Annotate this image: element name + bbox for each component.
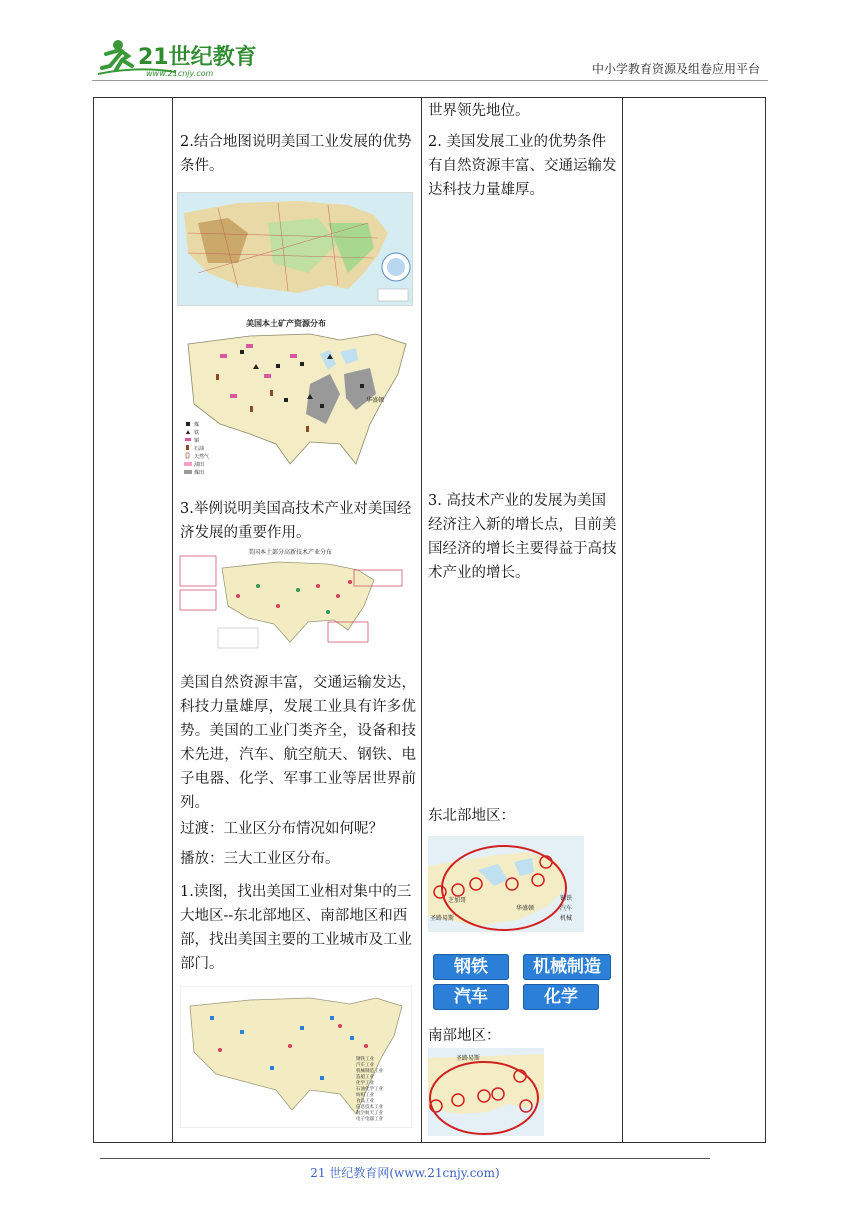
site-logo xyxy=(96,36,266,80)
svg-text:汽车: 汽车 xyxy=(560,905,573,912)
svg-text:机械制造工业: 机械制造工业 xyxy=(356,1069,383,1074)
us-topographic-map xyxy=(177,192,413,306)
answer-3: 3. 高技术产业的发展为美国经济注入新的增长点，目前美国经济的增长主要得益于高技术产业的增长。 xyxy=(428,493,617,581)
footer-divider xyxy=(100,1158,710,1159)
column-divider-2 xyxy=(421,97,422,1143)
column-divider-1 xyxy=(172,97,173,1143)
svg-text:煤: 煤 xyxy=(194,422,200,428)
play-text: 播放：三大工业区分布。 xyxy=(180,851,340,867)
col3-continuation: 世界领先地位。 xyxy=(428,103,530,119)
us-industry-distribution-map xyxy=(180,986,412,1128)
us-hightech-industry-map xyxy=(178,546,412,654)
northeast-industry-map xyxy=(428,836,584,932)
badge-automobile: 汽车 xyxy=(433,984,509,1010)
svg-text:机械: 机械 xyxy=(560,915,573,922)
svg-text:信息技术工业: 信息技术工业 xyxy=(356,1105,383,1110)
transition-text: 过渡：工业区分布情况如何呢？ xyxy=(180,821,383,837)
svg-text:纺织工业: 纺织工业 xyxy=(356,1093,374,1098)
question-3: 3.举例说明美国高技术产业对美国经济发展的重要作用。 xyxy=(180,501,412,541)
industry-summary: 美国自然资源丰富，交通运输发达，科技力量雄厚，发展工业具有许多优势。美国的工业门类齐全，设备和技术先进，汽车、航空航天、钢铁、电子电器、化学、军事工业等居世界前列。 xyxy=(180,675,416,811)
question-1: 1.读图，找出美国工业相对集中的三大地区--东北部地区、南部地区和西部，找出美国主要的工业城市及工业部门。 xyxy=(180,884,412,972)
svg-text:化学工业: 化学工业 xyxy=(356,1081,374,1086)
us-mineral-resources-map xyxy=(180,314,412,484)
south-industry-map xyxy=(428,1048,544,1136)
svg-text:钢铁: 钢铁 xyxy=(560,895,573,902)
svg-text:美国本土部分高新技术产业分布: 美国本土部分高新技术产业分布 xyxy=(248,549,333,556)
svg-text:钢铁工业: 钢铁工业 xyxy=(356,1057,374,1062)
svg-text:食品工业: 食品工业 xyxy=(356,1099,374,1104)
svg-text:石油: 石油 xyxy=(194,446,205,452)
svg-text:天然气: 天然气 xyxy=(194,454,210,460)
mineral-map-title: 美国本土矿产资源分布 xyxy=(246,319,326,328)
badge-chemical: 化学 xyxy=(523,984,599,1010)
svg-text:铜: 铜 xyxy=(194,438,200,444)
svg-text:造船工业: 造船工业 xyxy=(356,1075,374,1080)
svg-text:华盛顿: 华盛顿 xyxy=(366,397,385,404)
svg-text:圣路易斯: 圣路易斯 xyxy=(456,1055,481,1062)
svg-text:汽车工业: 汽车工业 xyxy=(356,1063,374,1068)
svg-text:华盛顿: 华盛顿 xyxy=(516,905,535,912)
svg-text:圣路易斯: 圣路易斯 xyxy=(430,915,455,922)
header-divider xyxy=(92,80,768,81)
svg-text:电子电器工业: 电子电器工业 xyxy=(356,1117,383,1122)
svg-text:煤田: 煤田 xyxy=(194,470,205,476)
platform-name: 中小学教育资源及组卷应用平台 xyxy=(591,62,760,76)
question-2: 2.结合地图说明美国工业发展的优势条件。 xyxy=(180,134,412,174)
svg-text:铁: 铁 xyxy=(194,430,200,436)
svg-text:www.21cnjy.com: www.21cnjy.com xyxy=(146,69,214,78)
badge-steel: 钢铁 xyxy=(433,954,509,980)
column-divider-3 xyxy=(622,97,623,1143)
svg-text:航空航天工业: 航空航天工业 xyxy=(356,1111,383,1116)
svg-text:芝加哥: 芝加哥 xyxy=(448,897,467,904)
south-label: 南部地区： xyxy=(428,1028,501,1044)
badge-machinery: 机械制造 xyxy=(523,954,611,980)
answer-2: 2. 美国发展工业的优势条件有自然资源丰富、交通运输发达科技力量雄厚。 xyxy=(428,134,617,198)
svg-text:石油化学工业: 石油化学工业 xyxy=(356,1087,383,1092)
svg-text:21世纪教育: 21世纪教育 xyxy=(138,45,257,70)
footer-text: 21 世纪教育网(www.21cnjy.com) xyxy=(310,1166,500,1180)
northeast-label: 东北部地区： xyxy=(428,808,515,824)
svg-text:油田: 油田 xyxy=(194,462,205,468)
